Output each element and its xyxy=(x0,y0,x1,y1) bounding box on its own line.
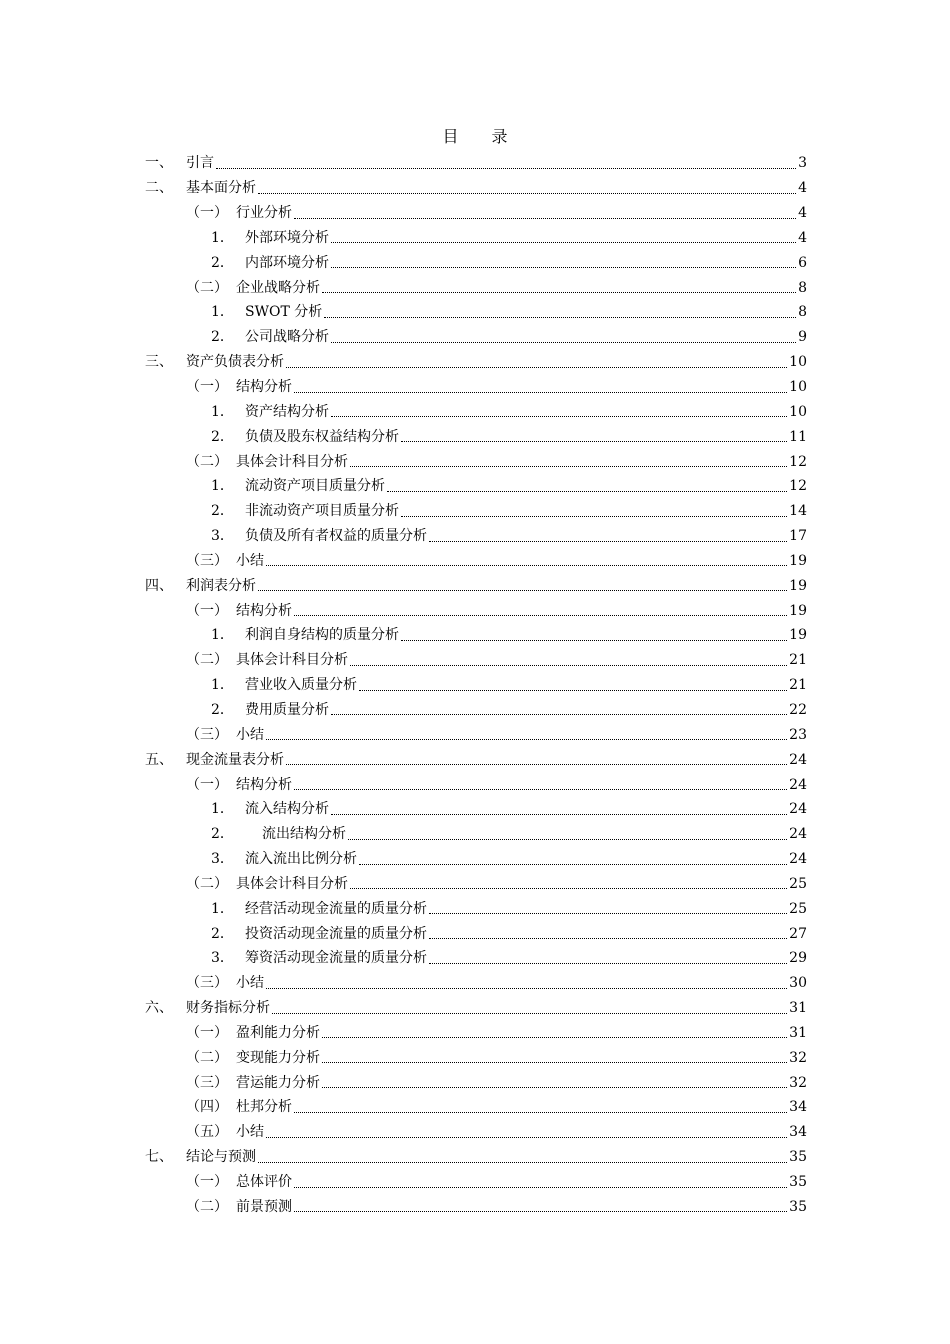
toc-dot-leader xyxy=(429,938,787,939)
toc-entry-page-number: 32 xyxy=(789,1049,807,1066)
toc-entry-level-1[interactable] xyxy=(0,151,807,176)
toc-entry-number: （一） xyxy=(186,205,228,222)
toc-entry-number: 三、 xyxy=(145,354,173,371)
toc-title: 目 录 xyxy=(442,127,522,146)
toc-dot-leader xyxy=(294,392,787,393)
toc-entry-number: 2． xyxy=(211,826,234,843)
toc-entry-page-number: 21 xyxy=(789,677,807,694)
toc-entry-page-number: 24 xyxy=(789,826,807,843)
toc-entry-label: 小结 xyxy=(236,1124,264,1141)
toc-entry-label: 营业收入质量分析 xyxy=(245,677,357,694)
toc-entry-label: 结构分析 xyxy=(236,776,292,793)
toc-entry-label: SWOT 分析 xyxy=(245,304,323,321)
toc-entry-level-2[interactable] xyxy=(0,1095,807,1120)
toc-dot-leader xyxy=(429,963,787,964)
toc-entry-number: 2． xyxy=(211,329,234,346)
toc-entry-label: 小结 xyxy=(236,552,264,569)
toc-dot-leader xyxy=(294,1211,787,1212)
toc-entry-label: 经营活动现金流量的质量分析 xyxy=(245,900,427,917)
toc-dot-leader xyxy=(266,565,787,566)
toc-entry-level-2[interactable] xyxy=(0,375,807,400)
toc-entry-page-number: 24 xyxy=(789,801,807,818)
toc-entry-label: 内部环境分析 xyxy=(245,254,329,271)
toc-dot-leader xyxy=(322,292,796,293)
toc-entry-page-number: 17 xyxy=(789,528,807,545)
toc-entry-page-number: 34 xyxy=(789,1099,807,1116)
toc-dot-leader xyxy=(359,690,787,691)
toc-dot-leader xyxy=(350,888,787,889)
toc-entry-number: 一、 xyxy=(145,155,173,172)
toc-entry-level-1[interactable] xyxy=(0,747,807,772)
toc-entry-number: （一） xyxy=(186,1174,228,1191)
toc-entry-level-3[interactable] xyxy=(0,921,807,946)
toc-dot-leader xyxy=(401,640,787,641)
toc-entry-number: 二、 xyxy=(145,180,173,197)
toc-entry-number: （二） xyxy=(186,279,228,296)
toc-entry-level-3[interactable] xyxy=(0,797,807,822)
toc-entry-number: 五、 xyxy=(145,751,173,768)
toc-entry-label: 变现能力分析 xyxy=(236,1049,320,1066)
toc-entry-page-number: 10 xyxy=(789,354,807,371)
toc-entry-number: （二） xyxy=(186,453,228,470)
toc-entry-label: 前景预测 xyxy=(236,1198,292,1215)
toc-entry-number: （三） xyxy=(186,726,228,743)
toc-entry-level-2[interactable] xyxy=(0,1021,807,1046)
toc-entry-number: 3． xyxy=(211,528,234,545)
toc-entry-number: 1． xyxy=(211,900,234,917)
toc-entry-label: 结构分析 xyxy=(236,602,292,619)
toc-dot-leader xyxy=(266,1137,787,1138)
toc-entry-page-number: 8 xyxy=(798,304,807,321)
toc-entry-number: 2． xyxy=(211,503,234,520)
toc-entry-number: （一） xyxy=(186,602,228,619)
toc-dot-leader xyxy=(401,441,787,442)
toc-entry-level-3[interactable] xyxy=(0,325,807,350)
toc-entry-label: 利润表分析 xyxy=(186,577,256,594)
toc-dot-leader xyxy=(216,168,796,169)
toc-entry-page-number: 27 xyxy=(789,925,807,942)
toc-entry-level-1[interactable] xyxy=(0,1145,807,1170)
toc-dot-leader xyxy=(429,913,787,914)
toc-entry-label: 引言 xyxy=(186,155,214,172)
toc-entry-label: 具体会计科目分析 xyxy=(236,652,348,669)
toc-dot-leader xyxy=(401,516,787,517)
toc-entry-label: 盈利能力分析 xyxy=(236,1024,320,1041)
toc-entry-label: 费用质量分析 xyxy=(245,701,329,718)
toc-entry-level-2[interactable] xyxy=(0,971,807,996)
toc-dot-leader xyxy=(258,590,787,591)
toc-entry-page-number: 14 xyxy=(789,503,807,520)
toc-entry-number: （五） xyxy=(186,1124,228,1141)
toc-entry-label: 筹资活动现金流量的质量分析 xyxy=(245,950,427,967)
toc-entry-level-3[interactable] xyxy=(0,698,807,723)
toc-entry-label: 利润自身结构的质量分析 xyxy=(245,627,399,644)
toc-dot-leader xyxy=(331,416,787,417)
toc-entry-label: 营运能力分析 xyxy=(236,1074,320,1091)
toc-entry-number: 1． xyxy=(211,677,234,694)
toc-entry-level-2[interactable] xyxy=(0,598,807,623)
toc-entry-level-2[interactable] xyxy=(0,549,807,574)
toc-entry-page-number: 19 xyxy=(789,602,807,619)
toc-dot-leader xyxy=(429,541,787,542)
toc-entry-label: 负债及所有者权益的质量分析 xyxy=(245,528,427,545)
toc-entry-page-number: 3 xyxy=(798,155,807,172)
toc-dot-leader xyxy=(350,466,787,467)
toc-entry-label: 结论与预测 xyxy=(186,1149,256,1166)
toc-entry-level-2[interactable] xyxy=(0,201,807,226)
toc-entry-page-number: 23 xyxy=(789,726,807,743)
toc-entry-label: 具体会计科目分析 xyxy=(236,453,348,470)
toc-entry-number: 1． xyxy=(211,229,234,246)
toc-dot-leader xyxy=(331,714,787,715)
toc-entry-page-number: 4 xyxy=(798,205,807,222)
toc-entry-number: （一） xyxy=(186,379,228,396)
toc-entry-label: 总体评价 xyxy=(236,1174,292,1191)
toc-entry-label: 小结 xyxy=(236,975,264,992)
toc-entry-page-number: 19 xyxy=(789,552,807,569)
toc-entry-number: 1． xyxy=(211,304,234,321)
toc-entry-level-2[interactable] xyxy=(0,1070,807,1095)
toc-dot-leader xyxy=(294,789,787,790)
toc-dot-leader xyxy=(331,342,796,343)
toc-dot-leader xyxy=(286,367,787,368)
toc-entry-level-2[interactable] xyxy=(0,1194,807,1219)
toc-entry-level-3[interactable] xyxy=(0,226,807,251)
toc-dot-leader xyxy=(258,193,796,194)
toc-entry-label: 流入流出比例分析 xyxy=(245,851,357,868)
toc-entry-level-1[interactable] xyxy=(0,350,807,375)
toc-entry-page-number: 10 xyxy=(789,403,807,420)
toc-entry-label: 结构分析 xyxy=(236,379,292,396)
toc-entry-level-3[interactable] xyxy=(0,524,807,549)
toc-entry-page-number: 19 xyxy=(789,577,807,594)
toc-entry-page-number: 6 xyxy=(798,254,807,271)
toc-entry-page-number: 19 xyxy=(789,627,807,644)
toc-entry-page-number: 30 xyxy=(789,975,807,992)
toc-entry-label: 具体会计科目分析 xyxy=(236,875,348,892)
toc-entry-label: 基本面分析 xyxy=(186,180,256,197)
toc-entry-page-number: 31 xyxy=(789,1000,807,1017)
toc-dot-leader xyxy=(331,814,787,815)
toc-entry-number: 2． xyxy=(211,925,234,942)
toc-entry-number: 六、 xyxy=(145,1000,173,1017)
toc-entry-page-number: 29 xyxy=(789,950,807,967)
toc-entry-level-2[interactable] xyxy=(0,1120,807,1145)
toc-dot-leader xyxy=(359,864,787,865)
toc-entry-level-3[interactable] xyxy=(0,474,807,499)
toc-entry-number: 2． xyxy=(211,428,234,445)
toc-entry-number: 1． xyxy=(211,478,234,495)
toc-entry-number: 四、 xyxy=(145,577,173,594)
toc-entry-page-number: 12 xyxy=(789,453,807,470)
toc-entry-level-3[interactable] xyxy=(0,946,807,971)
toc-dot-leader xyxy=(266,739,787,740)
toc-entry-number: （四） xyxy=(186,1099,228,1116)
toc-entry-page-number: 24 xyxy=(789,851,807,868)
toc-dot-leader xyxy=(294,1187,787,1188)
toc-entry-label: 负债及股东权益结构分析 xyxy=(245,428,399,445)
toc-entry-level-2[interactable] xyxy=(0,871,807,896)
toc-entry-label: 资产负债表分析 xyxy=(186,354,284,371)
toc-dot-leader xyxy=(331,242,796,243)
toc-entry-number: 1． xyxy=(211,627,234,644)
toc-entry-level-2[interactable] xyxy=(0,772,807,797)
toc-entry-level-1[interactable] xyxy=(0,176,807,201)
toc-entry-label: 行业分析 xyxy=(236,205,292,222)
toc-entry-page-number: 35 xyxy=(789,1149,807,1166)
toc-entry-number: 七、 xyxy=(145,1149,173,1166)
toc-entry-page-number: 8 xyxy=(798,279,807,296)
toc-entry-label: 杜邦分析 xyxy=(236,1099,292,1116)
toc-entry-number: 2． xyxy=(211,701,234,718)
toc-dot-leader xyxy=(331,267,796,268)
toc-dot-leader xyxy=(324,317,796,318)
toc-entry-page-number: 31 xyxy=(789,1024,807,1041)
toc-entry-page-number: 11 xyxy=(789,428,807,445)
toc-entry-label: 非流动资产项目质量分析 xyxy=(245,503,399,520)
toc-entry-label: 流出结构分析 xyxy=(262,826,346,843)
toc-entry-number: 1． xyxy=(211,403,234,420)
toc-entry-label: 财务指标分析 xyxy=(186,1000,270,1017)
toc-dot-leader xyxy=(322,1062,787,1063)
toc-entry-number: （三） xyxy=(186,975,228,992)
toc-entry-level-3[interactable] xyxy=(0,300,807,325)
toc-dot-leader xyxy=(258,1162,787,1163)
toc-dot-leader xyxy=(322,1037,787,1038)
toc-entry-page-number: 24 xyxy=(789,776,807,793)
toc-entry-page-number: 4 xyxy=(798,180,807,197)
toc-entry-number: 1． xyxy=(211,801,234,818)
toc-dot-leader xyxy=(322,1087,787,1088)
toc-entry-page-number: 25 xyxy=(789,900,807,917)
toc-dot-leader xyxy=(266,988,787,989)
toc-entry-level-3[interactable] xyxy=(0,250,807,275)
toc-dot-leader xyxy=(286,764,787,765)
toc-entry-level-3[interactable] xyxy=(0,399,807,424)
toc-dot-leader xyxy=(272,1013,787,1014)
toc-entry-page-number: 34 xyxy=(789,1124,807,1141)
toc-entry-level-3[interactable] xyxy=(0,896,807,921)
toc-entry-number: （二） xyxy=(186,1049,228,1066)
toc-entry-number: 3． xyxy=(211,950,234,967)
toc-entry-level-2[interactable] xyxy=(0,722,807,747)
toc-entry-page-number: 4 xyxy=(798,229,807,246)
toc-entry-number: （一） xyxy=(186,776,228,793)
toc-entry-label: 投资活动现金流量的质量分析 xyxy=(245,925,427,942)
toc-entry-page-number: 25 xyxy=(789,875,807,892)
toc-entry-page-number: 10 xyxy=(789,379,807,396)
toc-entry-level-3[interactable] xyxy=(0,847,807,872)
toc-dot-leader xyxy=(294,218,796,219)
toc-entry-number: （三） xyxy=(186,552,228,569)
toc-entry-label: 企业战略分析 xyxy=(236,279,320,296)
toc-dot-leader xyxy=(350,665,787,666)
toc-entry-label: 公司战略分析 xyxy=(245,329,329,346)
toc-entry-page-number: 12 xyxy=(789,478,807,495)
toc-entry-number: （三） xyxy=(186,1074,228,1091)
toc-dot-leader xyxy=(348,839,787,840)
toc-entry-page-number: 22 xyxy=(789,701,807,718)
toc-list xyxy=(0,151,950,1219)
toc-entry-level-1[interactable] xyxy=(0,573,807,598)
toc-entry-label: 小结 xyxy=(236,726,264,743)
toc-entry-page-number: 9 xyxy=(798,329,807,346)
toc-entry-level-3[interactable] xyxy=(0,424,807,449)
toc-entry-label: 外部环境分析 xyxy=(245,229,329,246)
toc-entry-number: （一） xyxy=(186,1024,228,1041)
toc-entry-number: （二） xyxy=(186,875,228,892)
toc-entry-page-number: 35 xyxy=(789,1174,807,1191)
toc-entry-level-2[interactable] xyxy=(0,1045,807,1070)
toc-entry-page-number: 21 xyxy=(789,652,807,669)
toc-dot-leader xyxy=(294,1112,787,1113)
toc-entry-page-number: 32 xyxy=(789,1074,807,1091)
toc-entry-label: 资产结构分析 xyxy=(245,403,329,420)
toc-entry-level-2[interactable] xyxy=(0,275,807,300)
toc-entry-level-2[interactable] xyxy=(0,449,807,474)
toc-entry-label: 现金流量表分析 xyxy=(186,751,284,768)
toc-entry-number: 3． xyxy=(211,851,234,868)
toc-entry-page-number: 24 xyxy=(789,751,807,768)
toc-entry-label: 流入结构分析 xyxy=(245,801,329,818)
toc-entry-level-3[interactable] xyxy=(0,623,807,648)
toc-entry-page-number: 35 xyxy=(789,1198,807,1215)
toc-entry-level-2[interactable] xyxy=(0,1170,807,1195)
toc-entry-number: （二） xyxy=(186,652,228,669)
toc-dot-leader xyxy=(387,491,787,492)
toc-entry-number: （二） xyxy=(186,1198,228,1215)
toc-entry-number: 2． xyxy=(211,254,234,271)
toc-entry-level-3[interactable] xyxy=(0,822,807,847)
toc-entry-level-2[interactable] xyxy=(0,648,807,673)
toc-entry-label: 流动资产项目质量分析 xyxy=(245,478,385,495)
toc-entry-level-3[interactable] xyxy=(0,499,807,524)
toc-entry-level-3[interactable] xyxy=(0,673,807,698)
toc-dot-leader xyxy=(294,615,787,616)
toc-entry-level-1[interactable] xyxy=(0,996,807,1021)
